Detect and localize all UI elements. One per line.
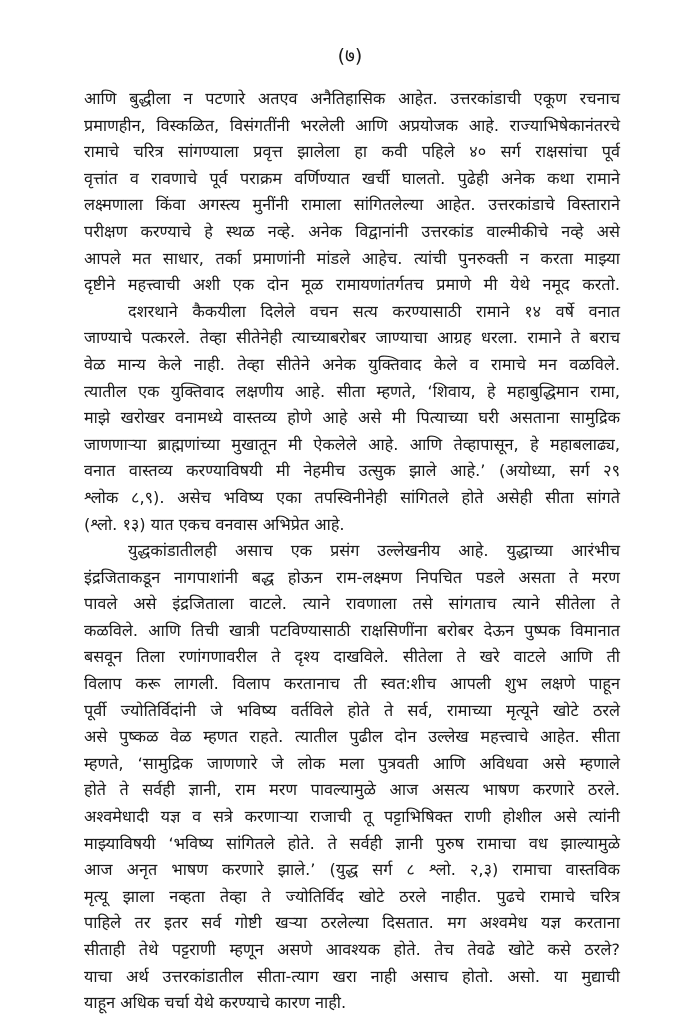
text-line: मृत्यू झाला नव्हता तेव्हा ते ज्योतिर्विद खोटे ठरले नाहीत. पुढचे रामाचे चरित्र: [84, 886, 620, 906]
paragraph-1: [84, 86, 620, 299]
page-number: (७): [337, 45, 363, 67]
text-line: याचा अर्थ उत्तरकांडातील सीता-त्याग खरा नाही असाच होतो. असो. या मुद्याची: [84, 966, 620, 986]
text-line: म्हणते, ‘सामुद्रिक जाणणारे जे लोक मला पुत्रवती आणि अविधवा असे म्हणाले: [84, 753, 620, 773]
body-text: [84, 86, 620, 1017]
text-line: जाण्याचे पत्करले. तेव्हा सीतेनेही त्याच्याबरोबर जाण्याचा आग्रह धरला. रामाने ते बराच: [84, 328, 620, 348]
text-line: दृष्टीने महत्त्वाची अशी एक दोन मूळ रामायणांतर्गतच प्रमाणे मी येथे नमूद करतो.: [84, 275, 620, 295]
text-line: कळविले. आणि तिची खात्री पटविण्यासाठी राक्षसिणींना बरोबर देऊन पुष्पक विमानात: [84, 620, 620, 640]
text-line: वृत्तांत व रावणाचे पूर्व पराक्रम वर्णिण्यात खर्ची घालतो. पुढेही अनेक कथा रामाने: [84, 168, 620, 188]
text-line: असे पुष्कळ वेळ म्हणत राहते. त्यातील पुढील दोन उल्लेख महत्त्वाचे आहेत. सीता: [84, 727, 620, 747]
text-line: वनात वास्तव्य करण्याविषयी मी नेहमीच उत्सुक झाले आहे.’ (अयोध्या, सर्ग २९: [84, 461, 620, 481]
text-line: पूर्वी ज्योतिर्विदांनी जे भविष्य वर्तविले होते ते सर्व, रामाच्या मृत्यूने खोटे ठरले: [84, 700, 620, 720]
text-line: लक्ष्मणाला किंवा अगस्त्य मुनींनी रामाला सांगितलेल्या आहेत. उत्तरकांडाचे विस्ताराने: [84, 195, 620, 215]
paragraph-3: [84, 538, 620, 1017]
text-line: परीक्षण करण्याचे हे स्थळ नव्हे. अनेक विद्वानांनी उत्तरकांड वाल्मीकीचे नव्हे असे: [84, 221, 620, 241]
text-line: इंद्रजिताकडून नागपाशांनी बद्ध होऊन राम-लक्ष्मण निपचित पडले असता ते मरण: [84, 567, 620, 587]
text-line: माझे खरोखर वनामध्ये वास्तव्य होणे आहे असे मी पित्याच्या घरी असताना सामुद्रिक: [84, 408, 620, 428]
text-line: रामाचे चरित्र सांगण्याला प्रवृत्त झालेला हा कवी पहिले ४० सर्ग राक्षसांचा पूर्व: [84, 142, 620, 162]
text-line: अश्वमेधादी यज्ञ व सत्रे करणाऱ्या राजाची तू पट्टाभिषिक्त राणी होशील असे त्यांनी: [84, 807, 620, 827]
text-line: युद्धकांडातीलही असाच एक प्रसंग उल्लेखनीय आहे. युद्धाच्या आरंभीच: [128, 541, 620, 561]
text-line: आज अनृत भाषण करणारे झाले.’ (युद्ध सर्ग ८ श्लो. २,३) रामाचा वास्तविक: [84, 860, 620, 880]
text-line: सीताही तेथे पट्टराणी म्हणून असणे आवश्यक होते. तेच तेवढे खोटे कसे ठरले?: [84, 940, 620, 959]
text-line: विलाप करू लागली. विलाप करतानाच ती स्वत:शीच आपली शुभ लक्षणे पाहून: [84, 674, 620, 694]
text-line: आपले मत साधार, तर्का प्रमाणांनी मांडले आहेच. त्यांची पुनरुक्ती न करता माझ्या: [84, 248, 620, 268]
text-line: आणि बुद्धीला न पटणारे अतएव अनैतिहासिक आहेत. उत्तरकांडाची एकूण रचनाच: [84, 89, 620, 108]
text-line: माझ्याविषयी ‘भविष्य सांगितले होते. ते सर्वही ज्ञानी पुरुष रामाचा वध झाल्यामुळे: [84, 833, 620, 853]
paragraph-2: [84, 299, 620, 538]
text-line: त्यातील एक युक्तिवाद लक्षणीय आहे. सीता म्हणते, ‘शिवाय, हे महाबुद्धिमान रामा,: [84, 381, 620, 401]
text-line: (श्लो. १३) यात एकच वनवास अभिप्रेत आहे.: [84, 514, 345, 534]
text-line: होते ते सर्वही ज्ञानी, राम मरण पावल्यामुळे आज असत्य भाषण करणारे ठरले.: [84, 780, 620, 800]
text-line: याहून अधिक चर्चा येथे करण्याचे कारण नाही.: [84, 993, 347, 1013]
text-line: प्रमाणहीन, विस्कळित, विसंगतींनी भरलेली आणि अप्रयोजक आहे. राज्याभिषेकानंतरचे: [84, 115, 620, 135]
text-line: पावले असे इंद्रजिताला वाटले. त्याने रावणाला तसे सांगताच त्याने सीतेला ते: [84, 594, 620, 614]
text-line: दशरथाने कैकयीला दिलेले वचन सत्य करण्यासाठी रामाने १४ वर्षे वनात: [128, 301, 620, 321]
text-line: वेळ मान्य केले नाही. तेव्हा सीतेने अनेक युक्तिवाद केले व रामाचे मन वळविले.: [84, 354, 620, 374]
text-line: पाहिले तर इतर सर्व गोष्टी खऱ्या ठरलेल्या दिसतात. मग अश्वमेध यज्ञ करताना: [84, 913, 620, 933]
text-line: बसवून तिला रणांगणावरील ते दृश्य दाखविले. सीतेला ते खरे वाटले आणि ती: [84, 647, 620, 667]
text-line: जाणणाऱ्या ब्राह्मणांच्या मुखातून मी ऐकलेले आहे. आणि तेव्हापासून, हे महाबलाढ्य,: [84, 434, 620, 454]
text-line: श्लोक ८,९). असेच भविष्य एका तपस्विनीनेही सांगितले होते असेही सीता सांगते: [84, 487, 620, 507]
